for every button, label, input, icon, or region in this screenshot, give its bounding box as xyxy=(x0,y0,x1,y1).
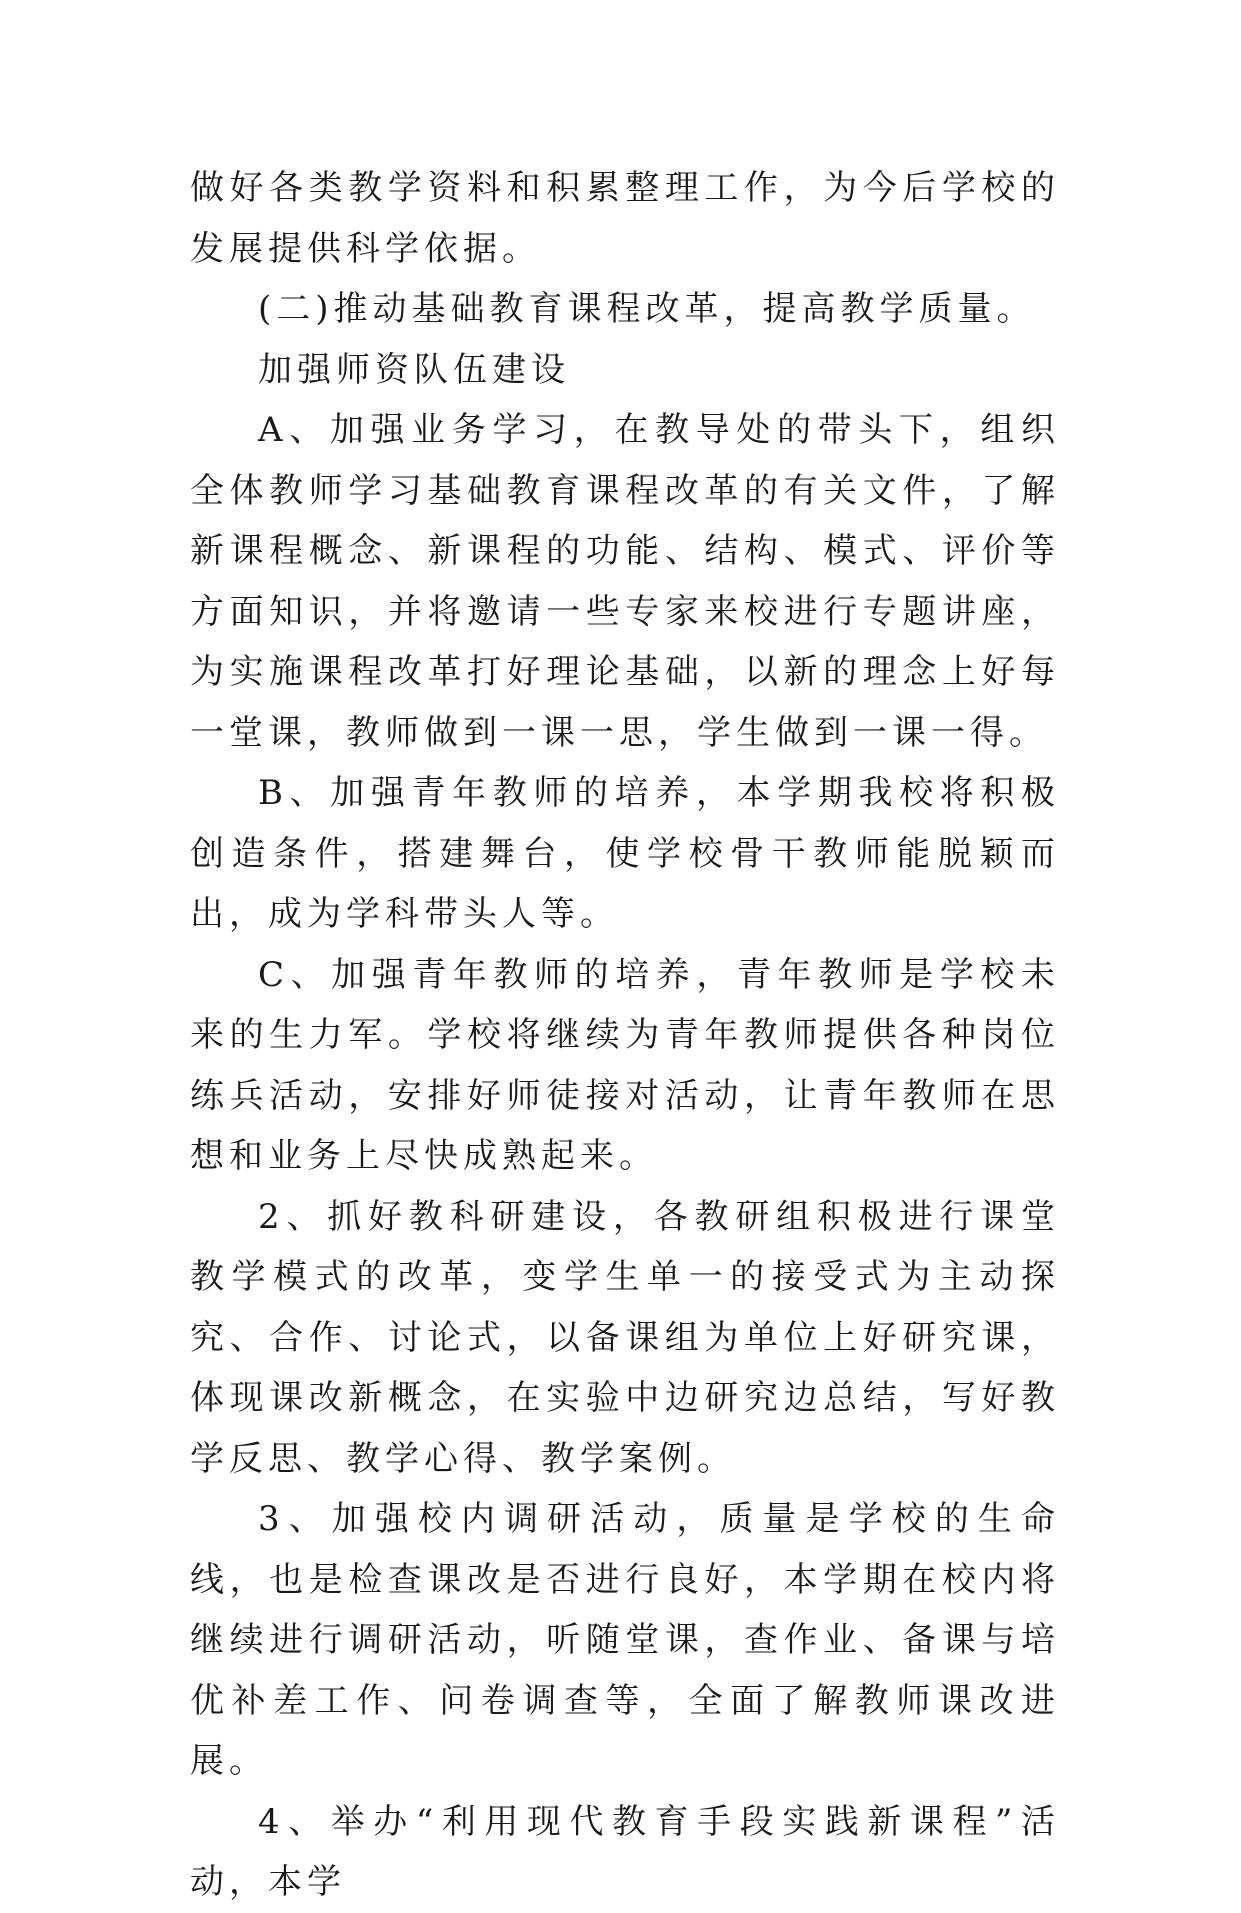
document-body xyxy=(190,158,1060,1913)
paragraph-item-3: 3、加强校内调研活动，质量是学校的生命线，也是检查课改是否进行良好，本学期在校内将继续进行调研活动，听随堂课，查作业、备课与培优补差工作、问卷调查等，全面了解教师课改进展。 xyxy=(190,1499,1060,1781)
section-heading: (二)推动基础教育课程改革，提高教学质量。 xyxy=(258,289,1036,329)
paragraph-item-c: C、加强青年教师的培养，青年教师是学校未来的生力军。学校将继续为青年教师提供各种岗位练兵活动，安排好师徒接对活动，让青年教师在思想和业务上尽快成熟起来。 xyxy=(190,954,1060,1176)
paragraph-item-a: A、加强业务学习，在教导处的带头下，组织全体教师学习基础教育课程改革的有关文件，了解新课程概念、新课程的功能、结构、模式、评价等方面知识，并将邀请一些专家来校进行专题讲座，为实施课程改革打好理论基础，以新的理念上好每一堂课，教师做到一课一思，学生做到一课一得。 xyxy=(190,410,1060,753)
paragraph-item-2: 2、抓好教科研建设，各教研组积极进行课堂教学模式的改革，变学生单一的接受式为主动探究、合作、讨论式，以备课组为单位上好研究课，体现课改新概念，在实验中边研究边总结，写好教学反思、教学心得、教学案例。 xyxy=(190,1196,1060,1479)
paragraph-item-4: 4、举办“利用现代教育手段实践新课程”活动，本学 xyxy=(190,1801,1060,1902)
paragraph-continuation: 做好各类教学资料和积累整理工作，为今后学校的发展提供科学依据。 xyxy=(190,168,1060,269)
paragraph-item-b: B、加强青年教师的培养，本学期我校将积极创造条件，搭建舞台，使学校骨干教师能脱颖而出，成为学科带头人等。 xyxy=(190,773,1060,934)
subsection-heading: 加强师资队伍建设 xyxy=(258,349,570,390)
